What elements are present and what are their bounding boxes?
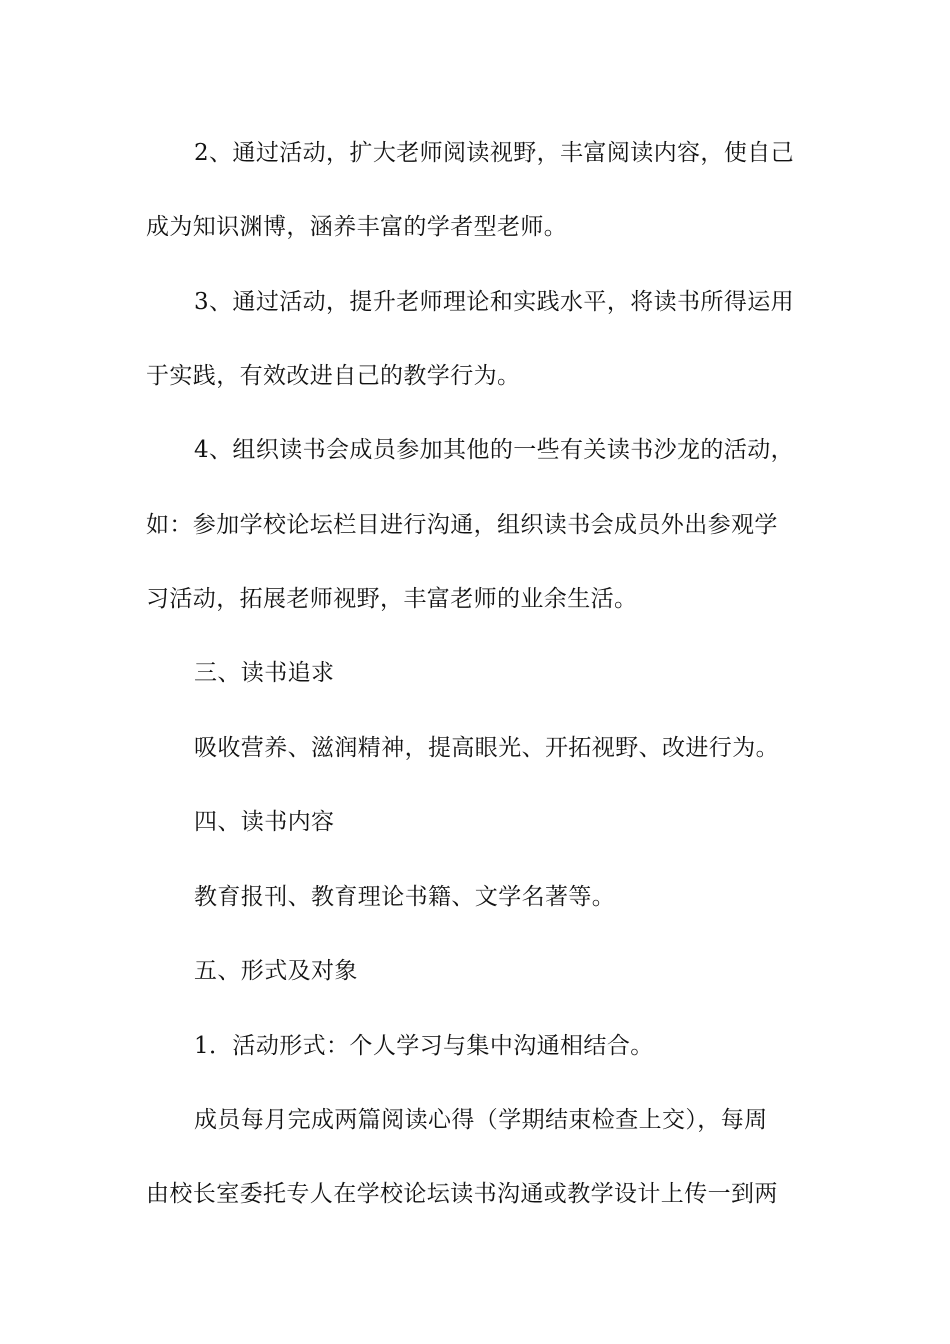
paragraph-line: 如：参加学校论坛栏目进行沟通，组织读书会成员外出参观学: [146, 512, 778, 538]
section-heading: 四、读书内容: [194, 809, 335, 835]
paragraph-line: 于实践，有效改进自己的教学行为。: [146, 363, 521, 389]
section-heading: 三、读书追求: [194, 660, 335, 686]
paragraph-line: 1．活动形式：个人学习与集中沟通相结合。: [194, 1033, 654, 1059]
section-heading: 五、形式及对象: [194, 958, 358, 984]
paragraph-line: 成为知识渊博，涵养丰富的学者型老师。: [146, 214, 568, 240]
paragraph-line: 4、组织读书会成员参加其他的一些有关读书沙龙的活动，: [194, 437, 795, 463]
paragraph-line: 成员每月完成两篇阅读心得（学期结束检查上交），每周: [194, 1107, 768, 1133]
paragraph-line: 习活动，拓展老师视野，丰富老师的业余生活。: [146, 586, 638, 612]
paragraph-line: 吸收营养、滋润精神，提高眼光、开拓视野、改进行为。: [194, 735, 779, 761]
paragraph-line: 3、通过活动，提升老师理论和实践水平，将读书所得运用: [194, 289, 795, 315]
paragraph-line: 2、通过活动，扩大老师阅读视野，丰富阅读内容，使自己: [194, 140, 795, 166]
paragraph-line: 教育报刊、教育理论书籍、文学名著等。: [194, 884, 616, 910]
paragraph-line: 由校长室委托专人在学校论坛读书沟通或教学设计上传一到两: [146, 1181, 778, 1207]
